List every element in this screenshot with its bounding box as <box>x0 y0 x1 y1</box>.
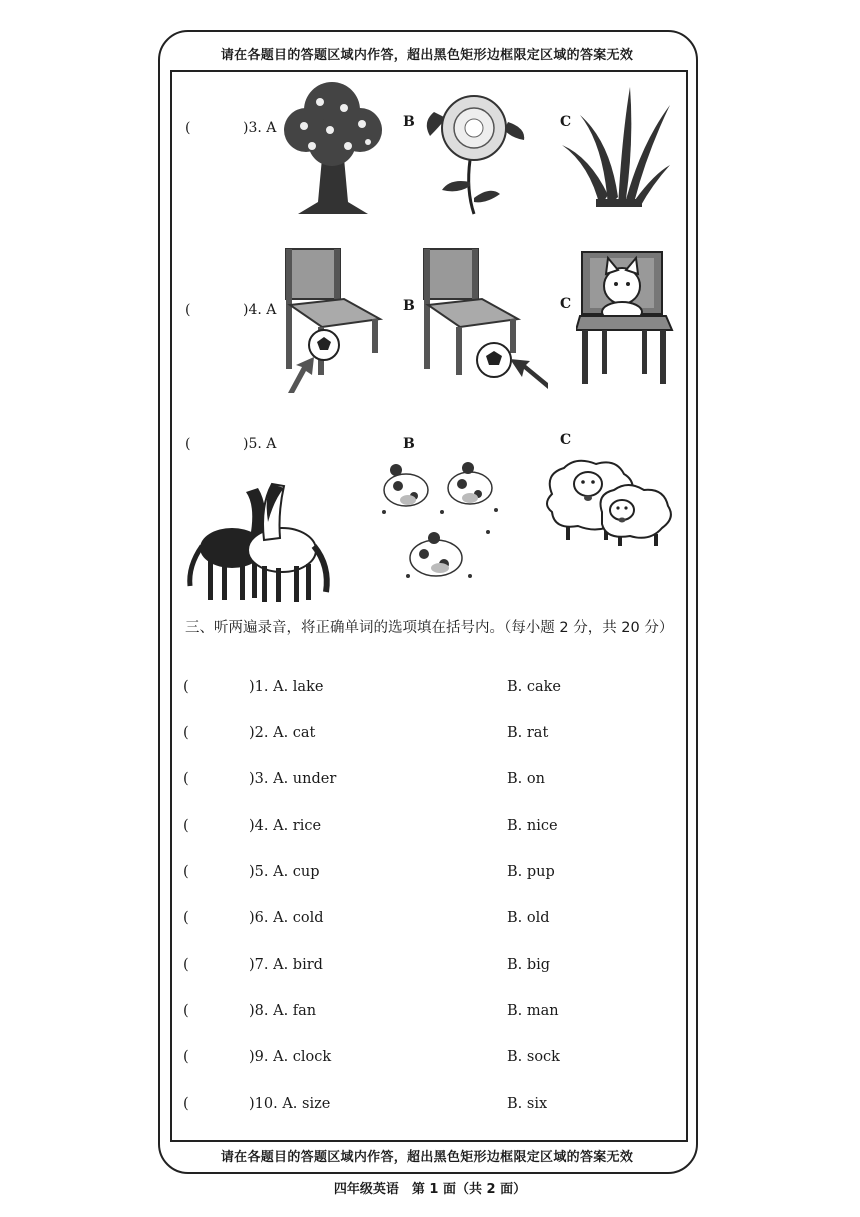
section-3-heading: 三、听两遍录音，将正确单词的选项填在括号内。（每小题 2 分，共 20 分） <box>185 620 674 636</box>
answer-paren: ( <box>185 302 191 318</box>
list-item: ( )4. A. rice B. nice <box>183 818 558 834</box>
answer-paren: ( <box>185 120 191 136</box>
grass-icon <box>560 85 672 209</box>
list-item: ( )5. A. cup B. pup <box>183 864 555 880</box>
list-item: ( )10. A. size B. six <box>183 1096 548 1112</box>
question-5-label: )5. A <box>243 436 277 452</box>
option-b-label: B <box>403 114 415 130</box>
list-item: ( )2. A. cat B. rat <box>183 725 549 741</box>
answer-paren: ( <box>185 436 191 452</box>
bottom-notice: 请在各题目的答题区域内作答，超出黑色矩形边框限定区域的答案无效 <box>220 1150 634 1165</box>
chair-ball-under-icon <box>282 245 384 395</box>
tree-icon <box>282 80 384 218</box>
list-item: ( )6. A. cold B. old <box>183 910 550 926</box>
option-c-label: C <box>560 114 572 130</box>
list-item: ( )7. A. bird B. big <box>183 957 551 973</box>
cat-on-chair-icon <box>576 250 674 386</box>
sheep-icon <box>542 454 676 546</box>
flower-icon <box>420 82 530 217</box>
option-b-label: B <box>403 298 415 314</box>
chair-ball-beside-icon <box>420 245 550 395</box>
list-item: ( )8. A. fan B. man <box>183 1003 559 1019</box>
option-b-label: B <box>403 436 415 452</box>
cows-icon <box>378 460 502 588</box>
question-4-label: )4. A <box>243 302 277 318</box>
question-3-label: )3. A <box>243 120 277 136</box>
list-item: ( )9. A. clock B. sock <box>183 1049 560 1065</box>
page-info: 四年级英语 第 1 面（共 2 面） <box>333 1182 527 1197</box>
horses-icon <box>184 466 334 608</box>
option-c-label: C <box>560 296 572 312</box>
option-c-label: C <box>560 432 572 448</box>
top-notice: 请在各题目的答题区域内作答，超出黑色矩形边框限定区域的答案无效 <box>220 48 634 63</box>
list-item: ( )3. A. under B. on <box>183 771 545 787</box>
list-item: ( )1. A. lake B. cake <box>183 679 562 695</box>
